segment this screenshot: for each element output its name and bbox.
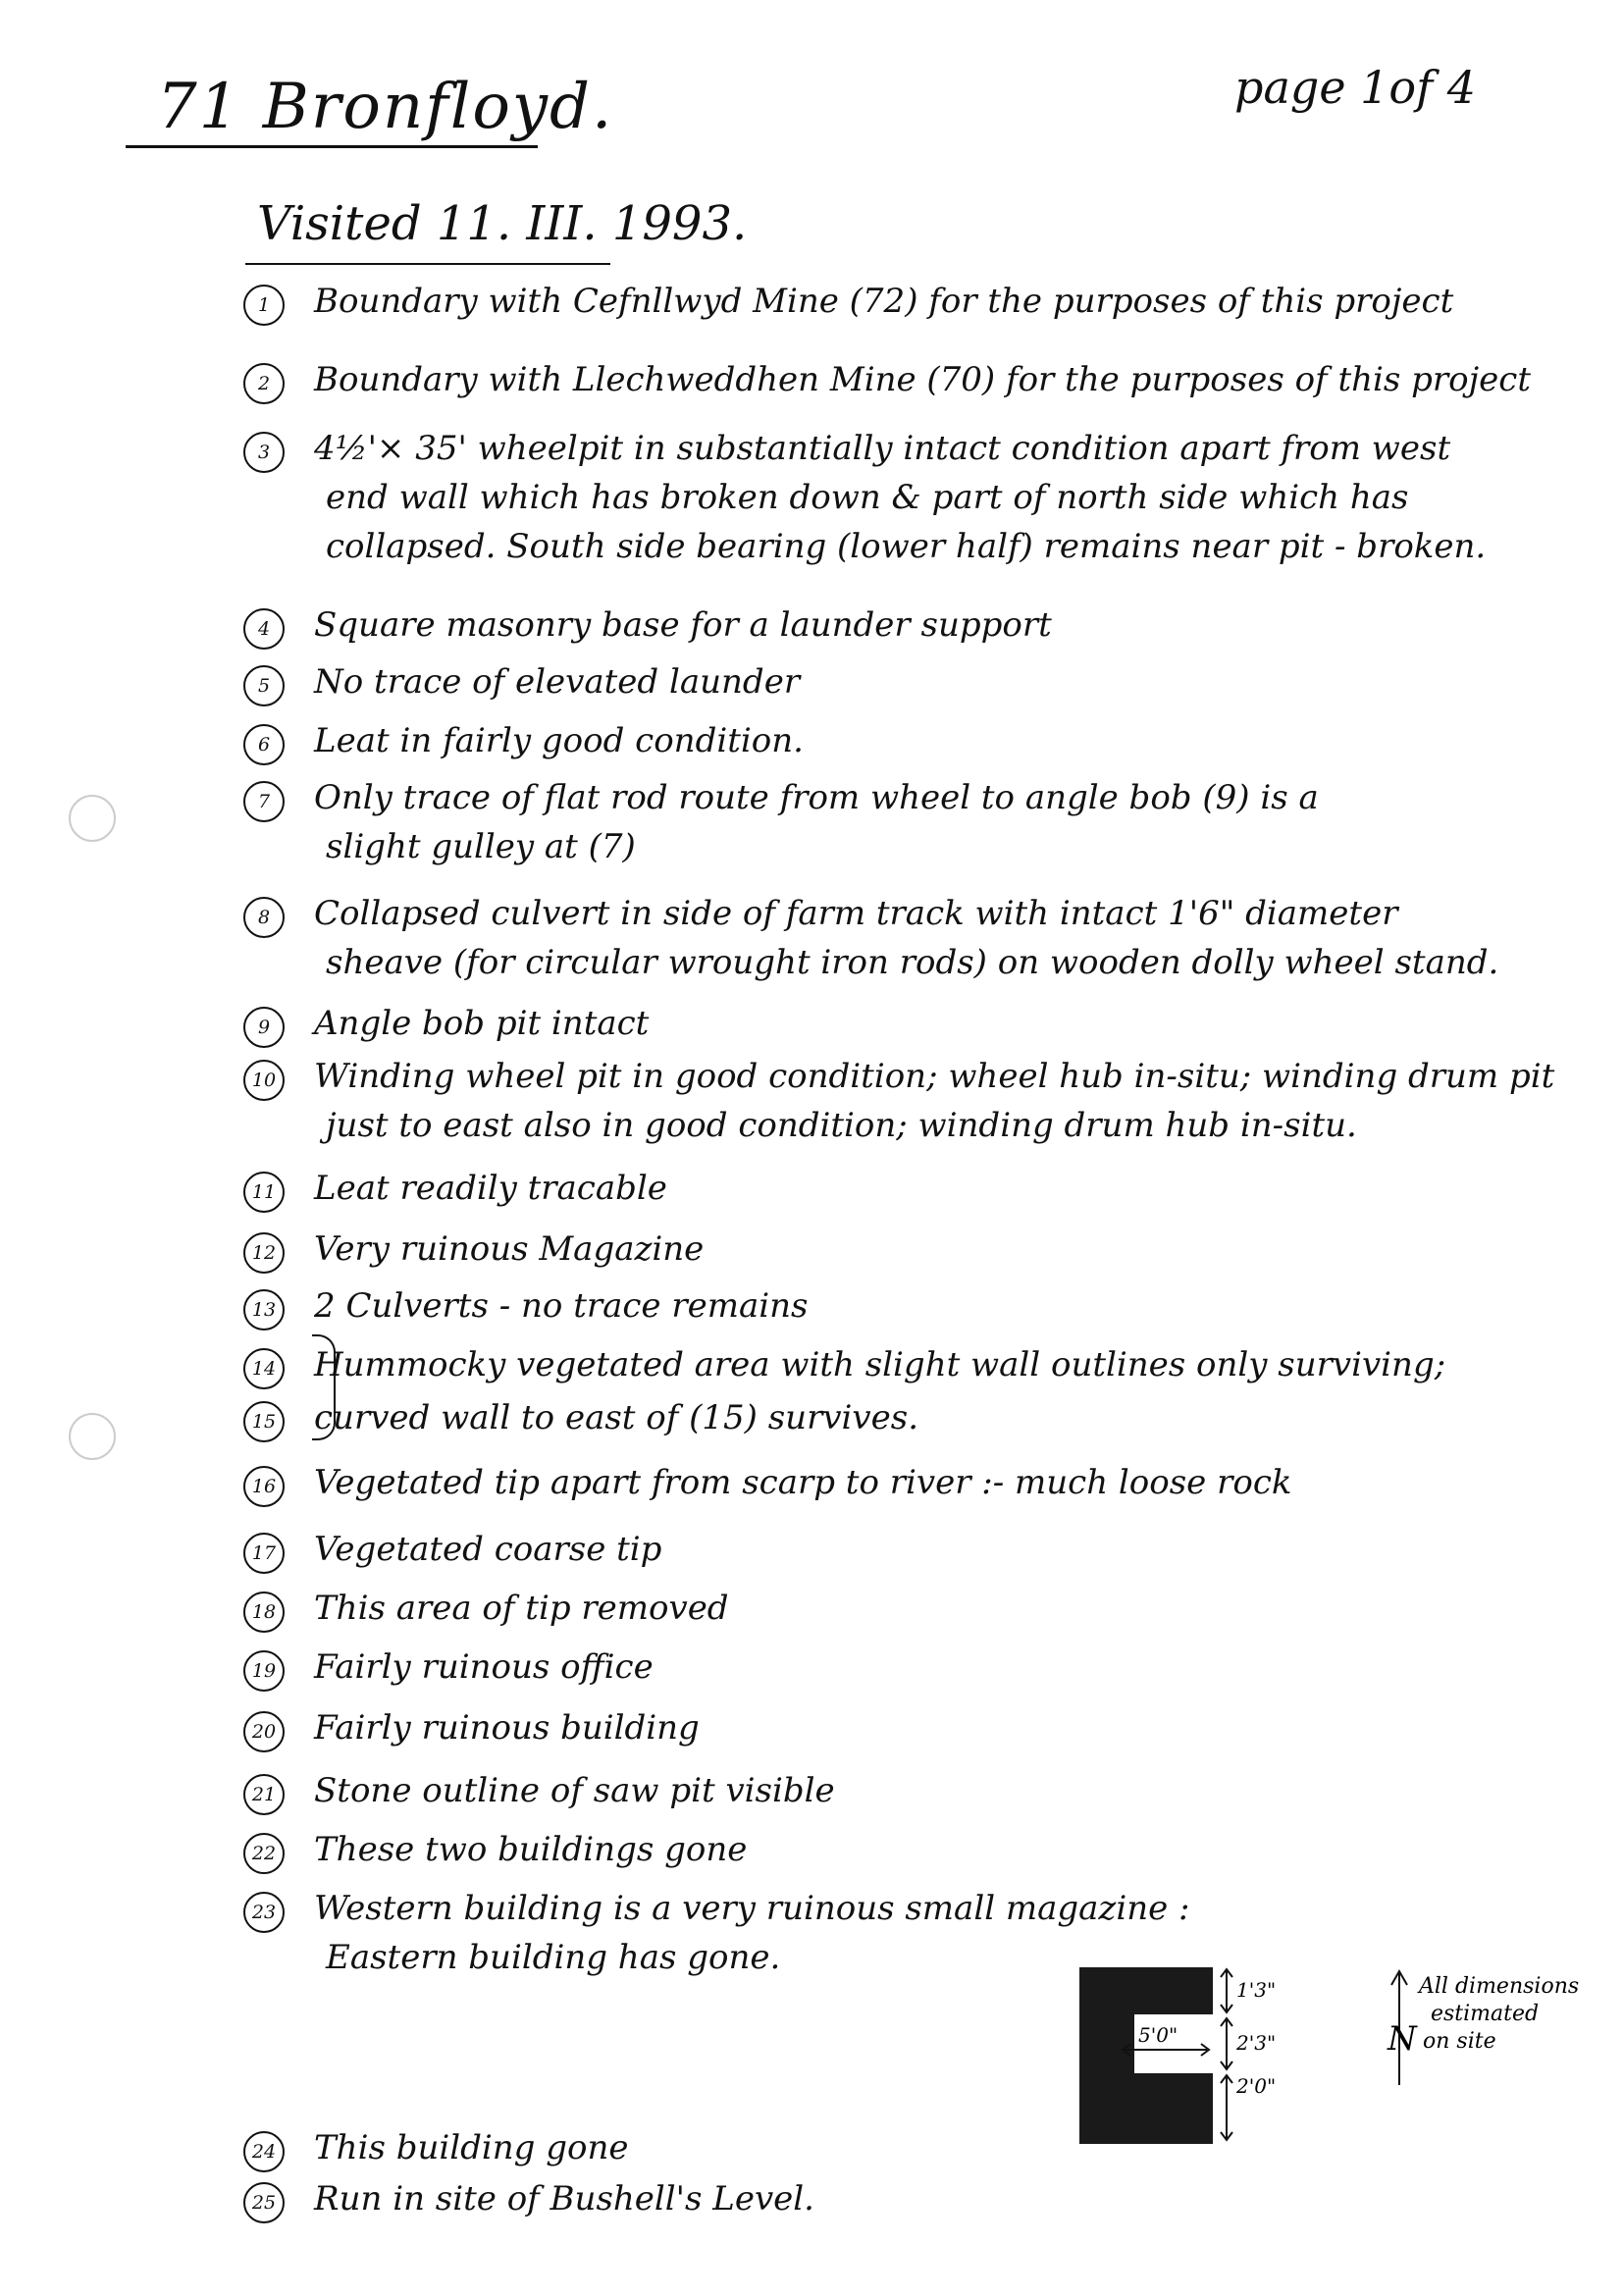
title-underline — [126, 145, 538, 148]
entry-text-line: Fairly ruinous office — [314, 1647, 654, 1687]
entry-item — [243, 1225, 1499, 1274]
entry-text-line: Vegetated coarse tip — [314, 1530, 662, 1569]
entry-text-line: sheave (for circular wrought iron rods) on wooden dolly wheel stand. — [326, 943, 1499, 982]
entry-number-badge: 22 — [243, 1833, 285, 1874]
entry-number-badge: 11 — [243, 1172, 285, 1213]
entry-text-line: This building gone — [314, 2128, 629, 2167]
entry-number-badge: 2 — [243, 363, 285, 404]
dimensions-note-line-1: All dimensions — [1419, 1974, 1580, 1999]
entry-text-line: collapsed. South side bearing (lower half) remains near pit - broken. — [326, 527, 1487, 566]
entry-item — [243, 657, 1499, 706]
entry-number-badge: 13 — [243, 1289, 285, 1331]
entry-text-line: Stone outline of saw pit visible — [314, 1771, 835, 1810]
entry-text-line: Only trace of flat rod route from wheel to angle bob (9) is a — [314, 778, 1319, 817]
height-dimension-arrows — [1221, 1969, 1232, 2140]
entry-text-line: 2 Culverts - no trace remains — [314, 1286, 809, 1326]
entry-item — [243, 277, 1499, 326]
entry-number-badge: 21 — [243, 1774, 285, 1815]
entry-item — [243, 1164, 1499, 1213]
width-label: 5'0" — [1138, 2023, 1178, 2047]
entry-number-badge: 3 — [243, 432, 285, 473]
entry-item — [243, 1052, 1555, 1150]
entry-text-line: This area of tip removed — [314, 1589, 729, 1628]
visit-date: Visited 11. III. 1993. — [257, 196, 748, 251]
entry-item — [243, 1584, 1499, 1633]
entry-item — [243, 2174, 1499, 2223]
entry-item — [243, 355, 1531, 404]
entry-text-line: slight gulley at (7) — [326, 827, 636, 866]
entry-text-line: Boundary with Llechweddhen Mine (70) for the purposes of this project — [314, 360, 1531, 399]
entry-item — [243, 600, 1499, 650]
entry-item — [243, 1525, 1499, 1574]
entry-number-badge: 7 — [243, 781, 285, 822]
entry-item — [243, 1393, 1499, 1442]
north-letter: N — [1387, 2019, 1417, 2059]
entry-text-line: Leat readily tracable — [314, 1169, 667, 1208]
entry-text-line: Very ruinous Magazine — [314, 1229, 705, 1269]
entry-item — [243, 1281, 1499, 1331]
entry-text-line: Collapsed culvert in side of farm track with intact 1'6" diameter — [314, 894, 1398, 933]
entry-item — [243, 1766, 1499, 1815]
page-number: page 1of 4 — [1234, 61, 1477, 114]
magazine-plan-diagram — [1079, 1967, 1623, 2144]
entry-item — [243, 1458, 1499, 1507]
entry-item — [243, 1703, 1499, 1752]
entry-number-badge: 9 — [243, 1007, 285, 1048]
entry-text-line: Leat in fairly good condition. — [314, 721, 804, 760]
entry-item — [243, 1340, 1499, 1389]
punch-hole — [69, 795, 116, 842]
entry-number-badge: 20 — [243, 1711, 285, 1752]
entry-text-line: Eastern building has gone. — [326, 1938, 781, 1977]
entry-number-badge: 6 — [243, 724, 285, 765]
entry-number-badge: 10 — [243, 1060, 285, 1101]
entry-text-line: These two buildings gone — [314, 1830, 748, 1869]
entry-text-line: Vegetated tip apart from scarp to river :- much loose rock — [314, 1463, 1292, 1502]
entry-text-line: end wall which has broken down & part of north side which has — [326, 478, 1409, 517]
entry-number-badge: 23 — [243, 1892, 285, 1933]
entry-text-line: No trace of elevated launder — [314, 662, 801, 702]
entry-text-line: Hummocky vegetated area with slight wall outlines only surviving; — [314, 1345, 1446, 1384]
entry-text-line: Winding wheel pit in good condition; wheel hub in-situ; winding drum pit — [314, 1057, 1555, 1096]
entry-number-badge: 18 — [243, 1592, 285, 1633]
dimensions-note-line-2: estimated — [1431, 2002, 1540, 2026]
entry-text-line: 4½'× 35' wheelpit in substantially intact condition apart from west — [314, 429, 1451, 468]
visit-date-underline — [245, 263, 610, 265]
entry-number-badge: 1 — [243, 285, 285, 326]
entry-number-badge: 5 — [243, 665, 285, 706]
dimensions-note-line-3: on site — [1423, 2029, 1496, 2054]
entry-text-line: just to east also in good condition; winding drum hub in-situ. — [326, 1106, 1357, 1145]
entry-text-line: Run in site of Bushell's Level. — [314, 2179, 814, 2218]
dimension-bottom: 2'0" — [1236, 2074, 1277, 2098]
entry-number-badge: 19 — [243, 1650, 285, 1692]
entry-number-badge: 8 — [243, 897, 285, 938]
magazine-plan-shape — [1079, 1967, 1213, 2144]
entry-number-badge: 12 — [243, 1232, 285, 1274]
punch-hole — [69, 1413, 116, 1460]
entry-number-badge: 17 — [243, 1533, 285, 1574]
entry-item — [243, 1643, 1499, 1692]
entry-text-line: Boundary with Cefnllwyd Mine (72) for the purposes of this project — [314, 282, 1454, 321]
entry-item — [243, 1825, 1499, 1874]
entry-number-badge: 25 — [243, 2182, 285, 2223]
entry-number-badge: 14 — [243, 1348, 285, 1389]
entry-item — [243, 716, 1499, 765]
entry-number-badge: 15 — [243, 1401, 285, 1442]
entry-text-line: Square masonry base for a launder support — [314, 605, 1052, 645]
dimension-middle: 2'3" — [1236, 2031, 1277, 2055]
entry-number-badge: 4 — [243, 608, 285, 650]
entry-bracket-14-15 — [312, 1334, 336, 1440]
entry-text-line: Western building is a very ruinous small magazine : — [314, 1889, 1190, 1928]
entry-item — [243, 999, 1499, 1048]
entry-item — [243, 889, 1499, 987]
entry-text-line: Fairly ruinous building — [314, 1708, 700, 1748]
entry-number-badge: 24 — [243, 2131, 285, 2172]
site-title: 71 Bronfloyd. — [157, 71, 614, 143]
entry-text-line: Angle bob pit intact — [314, 1004, 650, 1043]
entry-item — [243, 773, 1499, 871]
dimension-top: 1'3" — [1236, 1978, 1277, 2002]
entry-item — [243, 424, 1499, 571]
entry-text-line: curved wall to east of (15) survives. — [314, 1398, 919, 1437]
entry-number-badge: 16 — [243, 1466, 285, 1507]
